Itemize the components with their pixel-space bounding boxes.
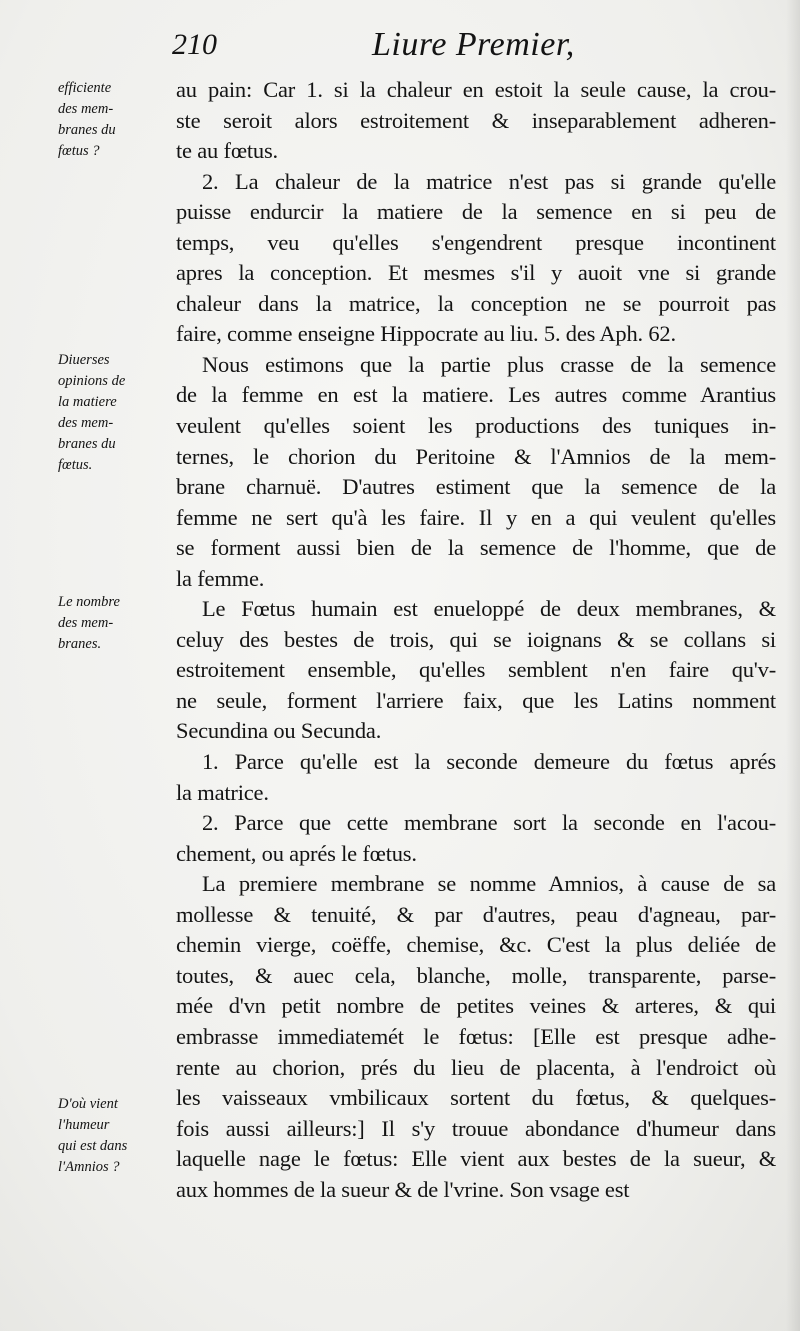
text-line: au pain: Car 1. si la chaleur en estoit la seule cause, la crou- xyxy=(176,77,776,102)
body-text xyxy=(176,75,776,1205)
text-line: 2. Parce que cette membrane sort la seconde en l'acou- xyxy=(202,810,776,836)
text-line: Nous estimons que la partie plus crasse de la semence xyxy=(202,351,776,377)
text-line: fois aussi ailleurs:] Il s'y trouue abondance d'humeur dans xyxy=(176,1115,776,1141)
text-line: chemin vierge, coëffe, chemise, &c. C'est la plus deliée de xyxy=(176,932,776,958)
running-title: Liure Premier, xyxy=(372,26,575,63)
text-line: 1. Parce qu'elle est la seconde demeure du fœtus aprés xyxy=(202,749,776,775)
text-line: 2. La chaleur de la matrice n'est pas si grande qu'elle xyxy=(202,168,776,194)
text-line: ste seroit alors estroitement & inseparablement adheren- xyxy=(176,107,776,133)
text-line: puisse endurcir la matiere de la semence en si peu de xyxy=(176,199,776,225)
text-line: chement, ou aprés le fœtus. xyxy=(176,840,417,866)
text-line: les vaisseaux vmbilicaux sortent du fœtus, & quelques- xyxy=(176,1085,776,1111)
page-header xyxy=(0,20,800,70)
sidenote-line: qui est dans xyxy=(58,1138,128,1154)
text-line: apres la conception. Et mesmes s'il y auoit vne si grande xyxy=(176,260,776,286)
sidenote-line: l'humeur xyxy=(58,1117,110,1133)
text-line: embrasse immediatemét le fœtus: [Elle est presque adhe- xyxy=(176,1023,776,1049)
text-line: celuy des bestes de trois, qui se ioignans & se collans si xyxy=(176,626,776,652)
sidenote-line: des mem- xyxy=(58,615,114,631)
sidenote-line: des mem- xyxy=(58,101,114,117)
text-line: femme ne sert qu'à les faire. Il y en a qui veulent qu'elles xyxy=(176,504,776,530)
text-line: la femme. xyxy=(176,565,265,591)
sidenote-nombre-membranes xyxy=(58,592,183,655)
sidenote-line: des mem- xyxy=(58,415,114,431)
text-line: ternes, le chorion du Peritoine & l'Amnios de la mem- xyxy=(176,443,776,469)
text-line: veulent qu'elles soient les productions des tuniques in- xyxy=(176,413,776,439)
sidenote-diuerses-opinions xyxy=(58,350,183,476)
text-line: la matrice. xyxy=(176,779,269,805)
sidenote-efficiente xyxy=(58,78,183,162)
sidenote-line: branes. xyxy=(58,636,102,652)
text-line: Le Fœtus humain est enueloppé de deux membranes, & xyxy=(202,596,776,622)
sidenote-line: branes du xyxy=(58,436,116,452)
sidenote-line: la matiere xyxy=(58,394,117,410)
text-line: aux hommes de la sueur & de l'vrine. Son vsage est xyxy=(176,1176,630,1202)
text-line: faire, comme enseigne Hippocrate au liu. 5. des Aph. 62. xyxy=(176,321,676,347)
text-line: brane charnuë. D'autres estiment que la semence de la xyxy=(176,474,776,500)
text-line: mée d'vn petit nombre de petites veines & arteres, & qui xyxy=(176,993,776,1019)
text-line: se forment aussi bien de la semence de l'homme, que de xyxy=(176,535,776,561)
sidenote-line: fœtus ? xyxy=(58,143,100,159)
text-line: temps, veu qu'elles s'engendrent presque incontinent xyxy=(176,229,776,255)
text-line: chaleur dans la matrice, la conception ne se pourroit pas xyxy=(176,290,776,316)
sidenote-line: fœtus. xyxy=(58,457,93,473)
sidenote-line: l'Amnios ? xyxy=(58,1159,120,1175)
text-line: mollesse & tenuité, & par d'autres, peau d'agneau, par- xyxy=(176,901,776,927)
sidenote-humeur-amnios xyxy=(58,1094,183,1178)
text-line: La premiere membrane se nomme Amnios, à cause de sa xyxy=(202,871,776,897)
text-line: rente au chorion, prés du lieu de placenta, à l'endroict où xyxy=(176,1054,776,1080)
text-line: ne seule, forment l'arriere faix, que les Latins nomment xyxy=(176,687,776,713)
text-line: te au fœtus. xyxy=(176,138,278,164)
text-line: Secundina ou Secunda. xyxy=(176,718,382,744)
page-edge-shadow xyxy=(786,0,800,1331)
text-line: laquelle nage le fœtus: Elle vient aux bestes de la sueur, & xyxy=(176,1146,776,1172)
text-line: estroitement ensemble, qu'elles semblent n'en faire qu'v- xyxy=(176,657,776,683)
sidenote-line: opinions de xyxy=(58,373,126,389)
sidenote-line: D'où vient xyxy=(58,1096,118,1112)
sidenote-line: efficiente xyxy=(58,80,112,96)
sidenote-line: branes du xyxy=(58,122,116,138)
sidenote-line: Diuerses xyxy=(58,352,110,368)
text-line: de la femme en est la matiere. Les autres comme Arantius xyxy=(176,382,776,408)
text-line: toutes, & auec cela, blanche, molle, transparente, parse- xyxy=(176,962,776,988)
page-number: 210 xyxy=(172,28,217,61)
sidenote-line: Le nombre xyxy=(58,594,120,610)
